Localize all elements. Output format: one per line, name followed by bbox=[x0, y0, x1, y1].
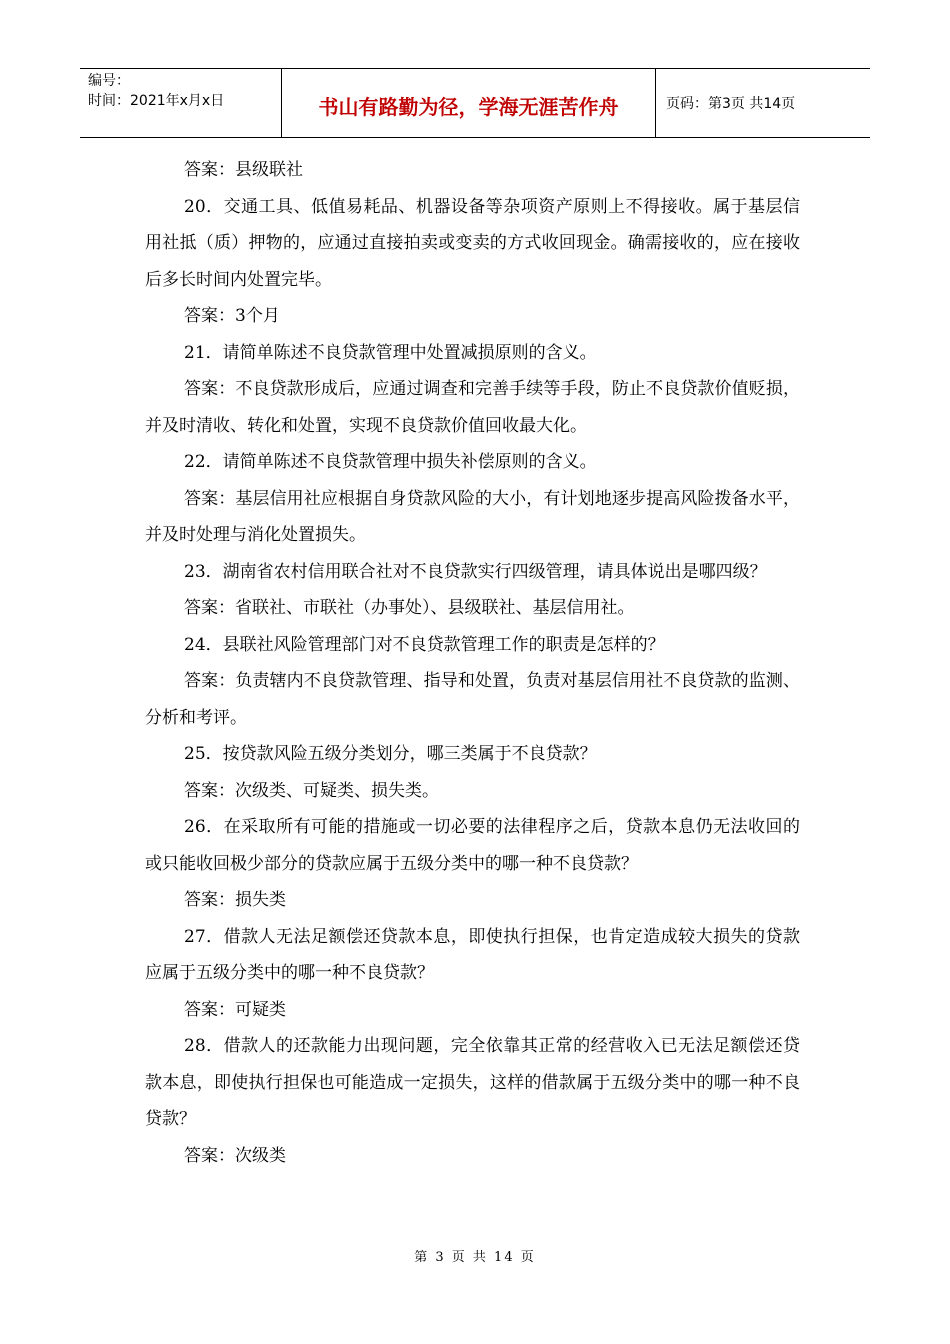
paragraph: 答案：损失类 bbox=[184, 890, 286, 910]
paragraph: 28．借款人的还款能力出现问题，完全依靠其正常的经营收入已无法足额偿还贷款本息，即使执行担保也可能造成一定损失，这样的借款属于五级分类中的哪一种不良贷款？ bbox=[145, 1036, 800, 1129]
paragraph: 23．湖南省农村信用联合社对不良贷款实行四级管理，请具体说出是哪四级？ bbox=[184, 561, 767, 582]
page-footer: 第 3 页 共 14 页 bbox=[414, 1250, 536, 1265]
paragraph: 22．请简单陈述不良贷款管理中损失补偿原则的含义。 bbox=[184, 452, 597, 472]
header-motto: 书山有路勤为径，学海无涯苦作舟 bbox=[282, 69, 656, 137]
document-header bbox=[80, 68, 870, 138]
header-page-info: 页码：第3页 共14页 bbox=[666, 96, 796, 112]
document-body bbox=[145, 152, 800, 1174]
paragraph: 27．借款人无法足额偿还贷款本息，即使执行担保，也肯定造成较大损失的贷款应属于五级分类中的哪一种不良贷款？ bbox=[145, 926, 800, 983]
paragraph: 25．按贷款风险五级分类划分，哪三类属于不良贷款？ bbox=[184, 744, 597, 764]
paragraph: 答案：次级类、可疑类、损失类。 bbox=[184, 780, 439, 801]
paragraph: 答案：次级类 bbox=[184, 1145, 286, 1166]
paragraph: 24．县联社风险管理部门对不良贷款管理工作的职责是怎样的？ bbox=[184, 634, 665, 655]
paragraph: 20．交通工具、低值易耗品、机器设备等杂项资产原则上不得接收。属于基层信用社抵（质）押物的，应通过直接拍卖或变卖的方式收回现金。确需接收的，应在接收后多长时间内处置完毕。 bbox=[145, 196, 800, 290]
paragraph: 26．在采取所有可能的措施或一切必要的法律程序之后，贷款本息仍无法收回的或只能收回极少部分的贷款应属于五级分类中的哪一种不良贷款？ bbox=[145, 817, 800, 874]
document-time-label: 时间：2021年x月x日 bbox=[88, 93, 225, 109]
paragraph: 答案：负责辖内不良贷款管理、指导和处置，负责对基层信用社不良贷款的监测、分析和考评。 bbox=[145, 671, 800, 728]
paragraph: 答案：3个月 bbox=[184, 306, 280, 326]
header-meta-cell bbox=[80, 69, 282, 137]
paragraph: 答案：不良贷款形成后，应通过调查和完善手续等手段，防止不良贷款价值贬损，并及时清收、转化和处置，实现不良贷款价值回收最大化。 bbox=[145, 379, 800, 436]
paragraph: 答案：省联社、市联社（办事处）、县级联社、基层信用社。 bbox=[184, 598, 635, 618]
paragraph: 21．请简单陈述不良贷款管理中处置减损原则的含义。 bbox=[184, 342, 597, 363]
paragraph: 答案：基层信用社应根据自身贷款风险的大小，有计划地逐步提高风险拨备水平，并及时处理与消化处置损失。 bbox=[145, 488, 800, 545]
paragraph: 答案：县级联社 bbox=[184, 160, 303, 180]
document-number-label: 编号： bbox=[88, 73, 130, 89]
paragraph: 答案：可疑类 bbox=[184, 999, 286, 1020]
